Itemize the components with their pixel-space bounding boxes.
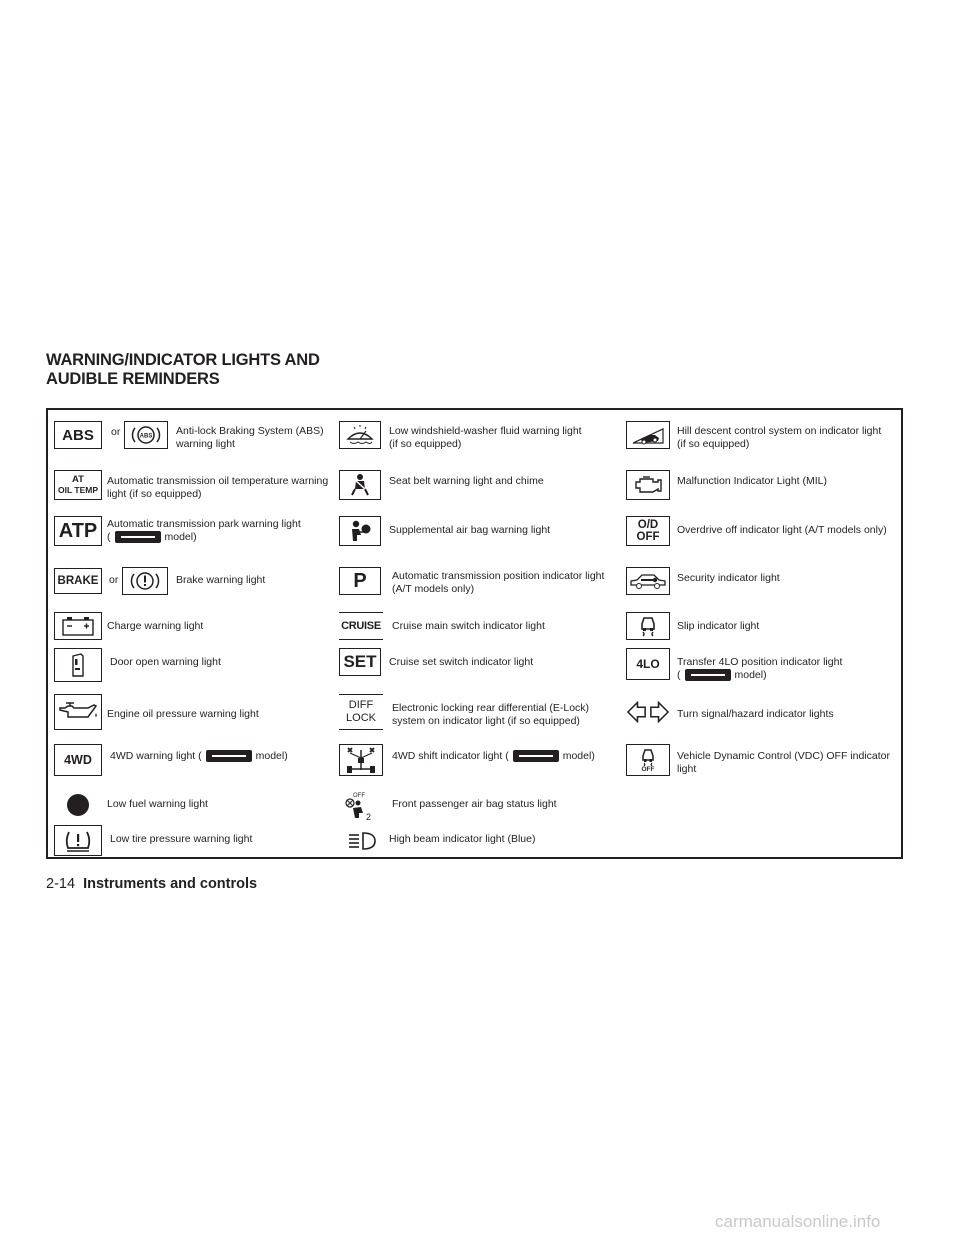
item-text: Charge warning light xyxy=(107,620,204,632)
table-row xyxy=(48,608,901,644)
4x4-badge-icon xyxy=(685,669,731,681)
cell-empty xyxy=(620,788,901,824)
cell-mil xyxy=(620,464,901,510)
cell-turn-signal xyxy=(620,690,901,738)
table-row xyxy=(48,824,901,859)
cell-4lo xyxy=(620,644,901,690)
oil-can-icon xyxy=(54,694,102,730)
item-text: Security indicator light xyxy=(677,572,780,584)
table-row xyxy=(48,510,901,560)
item-text: Cruise main switch indicator light xyxy=(392,620,545,632)
cell-oil-pressure xyxy=(48,690,335,738)
item-text: Brake warning light xyxy=(176,574,266,586)
door-open-icon xyxy=(54,648,102,682)
cell-brake xyxy=(48,560,335,608)
4wd-shift-icon xyxy=(339,744,383,776)
high-beam-icon xyxy=(339,825,383,856)
section-heading xyxy=(46,351,446,389)
abs-text-icon: ABS xyxy=(54,421,102,449)
table-row xyxy=(48,788,901,824)
at-oil-temp-icon: AT OIL TEMP xyxy=(54,470,102,500)
indicator-lights-table xyxy=(46,408,903,859)
item-text: Hill descent control system on indicator light (if so equipped) xyxy=(677,425,882,450)
item-text: Supplemental air bag warning light xyxy=(389,524,551,536)
seat-belt-icon xyxy=(339,470,381,500)
engine-icon xyxy=(626,470,670,500)
cell-at-oil xyxy=(48,464,335,510)
table-row xyxy=(48,464,901,510)
cell-atp xyxy=(48,510,335,560)
hill-descent-icon xyxy=(626,421,670,449)
item-text: Anti-lock Braking System (ABS) warning light xyxy=(176,425,324,450)
cell-abs xyxy=(48,410,335,464)
cell-high-beam xyxy=(335,824,620,859)
passenger-airbag-icon xyxy=(339,790,381,822)
cell-charge xyxy=(48,608,335,644)
item-text: Low fuel warning light xyxy=(107,798,208,810)
passenger-airbag-off-label: OFF xyxy=(353,793,365,799)
slip-icon xyxy=(626,612,670,640)
brake-text-icon: BRAKE xyxy=(54,568,102,594)
section-title: Instruments and controls xyxy=(83,876,258,892)
cell-security xyxy=(620,560,901,608)
cell-seat-belt xyxy=(335,464,620,510)
cell-cruise xyxy=(335,608,620,644)
item-text: Cruise set switch indicator light xyxy=(389,656,534,668)
item-text: Slip indicator light xyxy=(677,620,760,632)
page-footer xyxy=(46,876,257,892)
atp-icon: ATP xyxy=(54,516,102,546)
vdc-off-icon: OFF xyxy=(626,744,670,776)
washer-fluid-icon xyxy=(339,421,381,449)
4wd-icon: 4WD xyxy=(54,744,102,776)
set-icon: SET xyxy=(339,648,381,676)
cell-diff-lock xyxy=(335,690,620,738)
cell-passenger-airbag xyxy=(335,788,620,824)
table-row xyxy=(48,410,901,464)
cell-4wd xyxy=(48,738,335,788)
cruise-icon: CRUISE xyxy=(339,612,383,640)
cell-slip xyxy=(620,608,901,644)
cell-tire-pressure xyxy=(48,824,335,859)
tire-pressure-icon xyxy=(54,825,102,856)
cell-washer xyxy=(335,410,620,464)
cell-set xyxy=(335,644,620,690)
or-label: or xyxy=(111,426,121,438)
cell-hill-descent xyxy=(620,410,901,464)
security-car-icon xyxy=(626,567,670,595)
cell-vdc-off xyxy=(620,738,901,788)
item-text: Malfunction Indicator Light (MIL) xyxy=(677,475,827,487)
abs-circle-icon xyxy=(124,421,168,449)
item-text: Overdrive off indicator light (A/T models only) xyxy=(677,524,887,536)
item-text: Door open warning light xyxy=(110,656,221,668)
item-text: Low windshield-washer fluid warning light (if so equipped) xyxy=(389,425,582,450)
item-text: Vehicle Dynamic Control (VDC) OFF indicator light xyxy=(677,750,890,775)
cell-od-off xyxy=(620,510,901,560)
low-fuel-icon xyxy=(54,790,102,820)
table-row xyxy=(48,690,901,738)
svg-text:ABS: ABS xyxy=(139,433,153,440)
battery-icon xyxy=(54,612,102,640)
item-text: Turn signal/hazard indicator lights xyxy=(677,708,834,720)
cell-4wd-shift xyxy=(335,738,620,788)
p-position-icon: P xyxy=(339,567,381,595)
item-text: Electronic locking rear differential (E-Lock) system on indicator light (if so equipped) xyxy=(392,702,590,727)
item-text: Seat belt warning light and chime xyxy=(389,475,544,487)
brake-circle-icon xyxy=(122,567,168,595)
page-number: 2-14 xyxy=(46,876,76,892)
item-text: 4WD warning light ( model) xyxy=(110,750,288,762)
cell-p-position xyxy=(335,560,620,608)
heading-line-2: AUDIBLE REMINDERS xyxy=(46,370,220,388)
diff-lock-icon: DIFF LOCK xyxy=(339,694,383,730)
item-text: Automatic transmission oil temperature warning light (if so equipped) xyxy=(107,475,329,500)
item-text: Engine oil pressure warning light xyxy=(107,708,259,720)
or-label: or xyxy=(109,574,119,586)
item-text: Automatic transmission position indicator light (A/T models only) xyxy=(392,570,605,595)
table-row xyxy=(48,644,901,690)
item-text: 4WD shift indicator light ( model) xyxy=(392,750,595,762)
item-text: High beam indicator light (Blue) xyxy=(389,833,536,845)
item-text: Front passenger air bag status light xyxy=(392,798,557,810)
item-text: Automatic transmission park warning light ( model) xyxy=(107,518,301,543)
airbag-icon xyxy=(339,516,381,546)
4lo-icon: 4LO xyxy=(626,648,670,680)
item-text: Low tire pressure warning light xyxy=(110,833,253,845)
watermark-text[interactable]: carmanualsonline.info xyxy=(715,1212,881,1231)
heading-line-1: WARNING/INDICATOR LIGHTS AND xyxy=(46,351,320,369)
od-off-icon: O/D OFF xyxy=(626,516,670,546)
item-text: Transfer 4LO position indicator light ( model) xyxy=(677,656,843,681)
cell-empty xyxy=(620,824,901,859)
cell-airbag xyxy=(335,510,620,560)
cell-door xyxy=(48,644,335,690)
turn-signal-icon xyxy=(626,694,670,730)
4x4-badge-icon xyxy=(513,750,559,762)
table-row xyxy=(48,738,901,788)
passenger-airbag-number: 2 xyxy=(366,812,372,822)
cell-low-fuel xyxy=(48,788,335,824)
table-row xyxy=(48,560,901,608)
4x4-badge-icon xyxy=(115,531,161,543)
4x4-badge-icon xyxy=(206,750,252,762)
